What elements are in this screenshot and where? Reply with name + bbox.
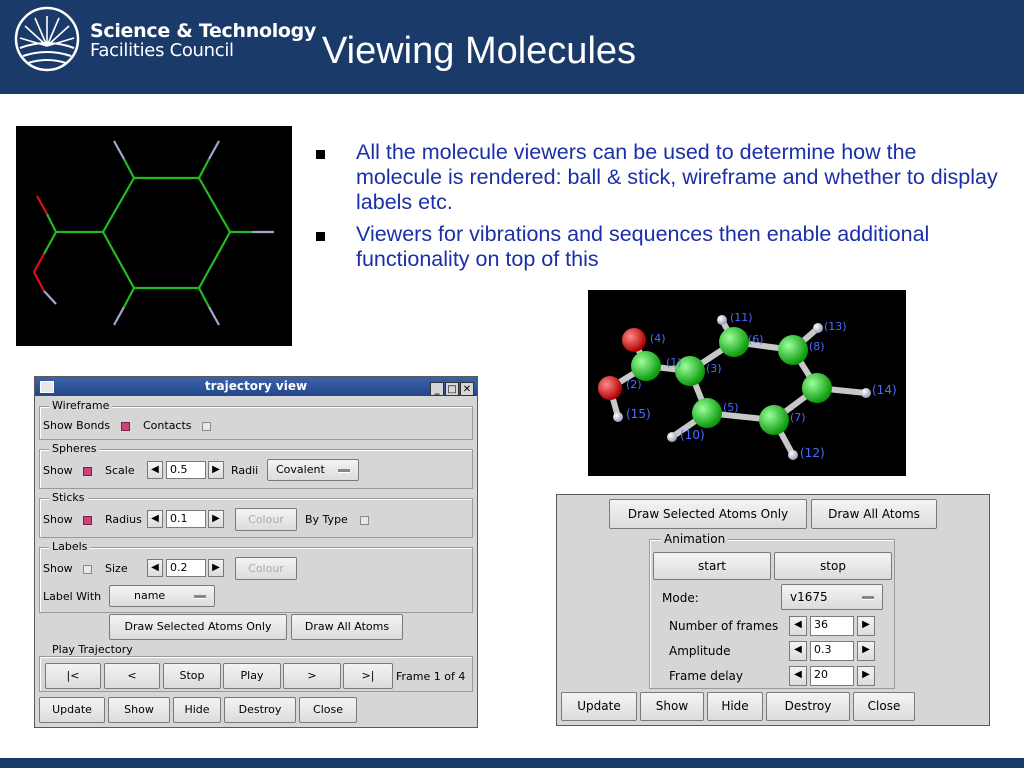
atom-label: (13) [824, 320, 847, 333]
by-type-checkbox[interactable] [360, 516, 369, 525]
frame-delay-input[interactable]: 20 [810, 666, 854, 686]
atom-label: (11) [730, 311, 753, 324]
atom-label: (14) [872, 383, 897, 397]
org-name-line2: Facilities Council [90, 39, 234, 61]
atom-label: (1) [666, 356, 682, 369]
radii-label: Radii [231, 464, 259, 477]
carbon-atom-icon [631, 351, 661, 381]
bullet-text: Viewers for vibrations and sequences then enable additional functionality on top of this [356, 222, 930, 271]
bullet-marker-icon [316, 150, 325, 159]
next-frame-button[interactable]: > [283, 663, 341, 689]
show-button[interactable]: Show [108, 697, 170, 723]
labels-show-label: Show [43, 562, 73, 575]
atom-label: (10) [680, 428, 705, 442]
label-with-select-value: name [134, 589, 166, 602]
oxygen-atom-icon [622, 328, 646, 352]
radius-label: Radius [105, 513, 142, 526]
label-with-select[interactable] [109, 585, 215, 607]
bullet-marker-icon [316, 232, 325, 241]
previous-frame-button[interactable]: < [104, 663, 160, 689]
number-of-frames-input[interactable]: 36 [810, 616, 854, 636]
slide-title: Viewing Molecules [322, 30, 637, 72]
contacts-checkbox[interactable] [202, 422, 211, 431]
carbon-atom-icon [802, 373, 832, 403]
atom-label: (15) [626, 407, 651, 421]
scale-decrease-icon[interactable]: ◀ [147, 461, 163, 479]
atom-label: (6) [748, 333, 764, 346]
frames-increase-icon[interactable]: ▶ [857, 616, 875, 636]
atom-label: (7) [790, 411, 806, 424]
dropdown-icon [338, 469, 350, 473]
stop-button[interactable]: Stop [163, 663, 221, 689]
carbon-atom-icon [719, 327, 749, 357]
org-name-line1: Science & Technology [90, 20, 317, 42]
hydrogen-atom-icon [613, 412, 623, 422]
label-with-label: Label With [43, 590, 102, 603]
maximize-icon[interactable]: □ [445, 382, 459, 396]
atom-label: (2) [626, 378, 642, 391]
size-increase-icon[interactable]: ▶ [208, 559, 224, 577]
atom-label: (3) [706, 362, 722, 375]
scale-label: Scale [105, 464, 135, 477]
close-button[interactable]: Close [853, 692, 915, 721]
number-of-frames-label: Number of frames [669, 619, 779, 633]
organisation-name [90, 22, 316, 61]
draw-all-atoms-button[interactable]: Draw All Atoms [291, 614, 403, 640]
window-menu-icon[interactable] [40, 381, 54, 393]
atom-label: (8) [809, 340, 825, 353]
carbon-atom-icon [778, 335, 808, 365]
destroy-button[interactable]: Destroy [766, 692, 850, 721]
atom-label: (12) [800, 446, 825, 460]
show-bonds-label: Show Bonds [43, 419, 111, 432]
draw-selected-atoms-button[interactable]: Draw Selected Atoms Only [109, 614, 287, 640]
play-button[interactable]: Play [223, 663, 281, 689]
size-label: Size [105, 562, 128, 575]
first-frame-button[interactable]: |< [45, 663, 101, 689]
draw-all-atoms-button[interactable]: Draw All Atoms [811, 499, 937, 529]
draw-selected-atoms-button[interactable]: Draw Selected Atoms Only [609, 499, 807, 529]
spheres-section-label: Spheres [49, 442, 99, 455]
hide-button[interactable]: Hide [173, 697, 221, 723]
destroy-button[interactable]: Destroy [224, 697, 296, 723]
show-button[interactable]: Show [640, 692, 704, 721]
close-button[interactable]: Close [299, 697, 357, 723]
contacts-label: Contacts [143, 419, 192, 432]
radius-increase-icon[interactable]: ▶ [208, 510, 224, 528]
bullet-text: All the molecule viewers can be used to determine how the molecule is rendered: ball & stick, wireframe and whether to display labels etc. [356, 140, 998, 214]
mode-label: Mode: [662, 591, 699, 605]
by-type-label: By Type [305, 513, 348, 526]
slide-footer-bar [0, 758, 1024, 768]
sticks-section-label: Sticks [49, 491, 88, 504]
vibration-animation-window [556, 494, 990, 726]
mode-select-value: v1675 [790, 590, 828, 604]
hydrogen-atom-icon [788, 450, 798, 460]
sticks-show-label: Show [43, 513, 73, 526]
update-button[interactable]: Update [561, 692, 637, 721]
dropdown-icon [862, 596, 874, 600]
delay-increase-icon[interactable]: ▶ [857, 666, 875, 686]
update-button[interactable]: Update [39, 697, 105, 723]
hydrogen-atom-icon [813, 323, 823, 333]
radius-decrease-icon[interactable]: ◀ [147, 510, 163, 528]
labels-show-checkbox[interactable] [83, 565, 92, 574]
radii-select[interactable] [267, 459, 359, 481]
scale-input[interactable]: 0.5 [166, 461, 206, 479]
window-titlebar[interactable] [35, 377, 477, 396]
size-decrease-icon[interactable]: ◀ [147, 559, 163, 577]
show-bonds-checkbox[interactable] [121, 422, 130, 431]
frame-counter: Frame 1 of 4 [396, 670, 466, 683]
frames-decrease-icon[interactable]: ◀ [789, 616, 807, 636]
scale-increase-icon[interactable]: ▶ [208, 461, 224, 479]
bullet-item [312, 222, 1002, 272]
spheres-show-label: Show [43, 464, 73, 477]
radii-select-value: Covalent [276, 463, 325, 476]
atom-label: (4) [650, 332, 666, 345]
sticks-show-checkbox[interactable] [83, 516, 92, 525]
size-input[interactable]: 0.2 [166, 559, 206, 577]
last-frame-button[interactable]: >| [343, 663, 393, 689]
amplitude-input[interactable]: 0.3 [810, 641, 854, 661]
spheres-show-checkbox[interactable] [83, 467, 92, 476]
hydrogen-atom-icon [861, 388, 871, 398]
stfc-sunburst-logo-icon [14, 6, 80, 72]
amplitude-decrease-icon[interactable]: ◀ [789, 641, 807, 661]
ball-and-stick-molecule-image [588, 290, 906, 476]
play-trajectory-section-label: Play Trajectory [49, 643, 136, 656]
carbon-atom-icon [692, 398, 722, 428]
trajectory-view-window [34, 376, 478, 728]
start-button[interactable]: start [653, 552, 771, 580]
dropdown-icon [194, 595, 206, 599]
animation-section-label: Animation [661, 532, 728, 546]
slide-header [0, 0, 1024, 94]
stop-button[interactable]: stop [774, 552, 892, 580]
labels-colour-button[interactable]: Colour [235, 557, 297, 580]
bullet-list [312, 140, 1002, 279]
radius-input[interactable]: 0.1 [166, 510, 206, 528]
hydrogen-atom-icon [667, 432, 677, 442]
atom-label: (5) [723, 401, 739, 414]
close-window-icon[interactable]: ✕ [460, 382, 474, 396]
amplitude-increase-icon[interactable]: ▶ [857, 641, 875, 661]
labels-section-label: Labels [49, 540, 90, 553]
wireframe-molecule-image [16, 126, 292, 346]
sticks-colour-button[interactable]: Colour [235, 508, 297, 531]
hydrogen-atom-icon [717, 315, 727, 325]
delay-decrease-icon[interactable]: ◀ [789, 666, 807, 686]
wireframe-section-label: Wireframe [49, 399, 112, 412]
minimize-icon[interactable]: _ [430, 382, 444, 396]
amplitude-label: Amplitude [669, 644, 731, 658]
window-title: trajectory view [204, 379, 308, 393]
frame-delay-label: Frame delay [669, 669, 743, 683]
oxygen-atom-icon [598, 376, 622, 400]
carbon-atom-icon [759, 405, 789, 435]
mode-select[interactable] [781, 584, 883, 610]
bullet-item [312, 140, 1002, 215]
hide-button[interactable]: Hide [707, 692, 763, 721]
